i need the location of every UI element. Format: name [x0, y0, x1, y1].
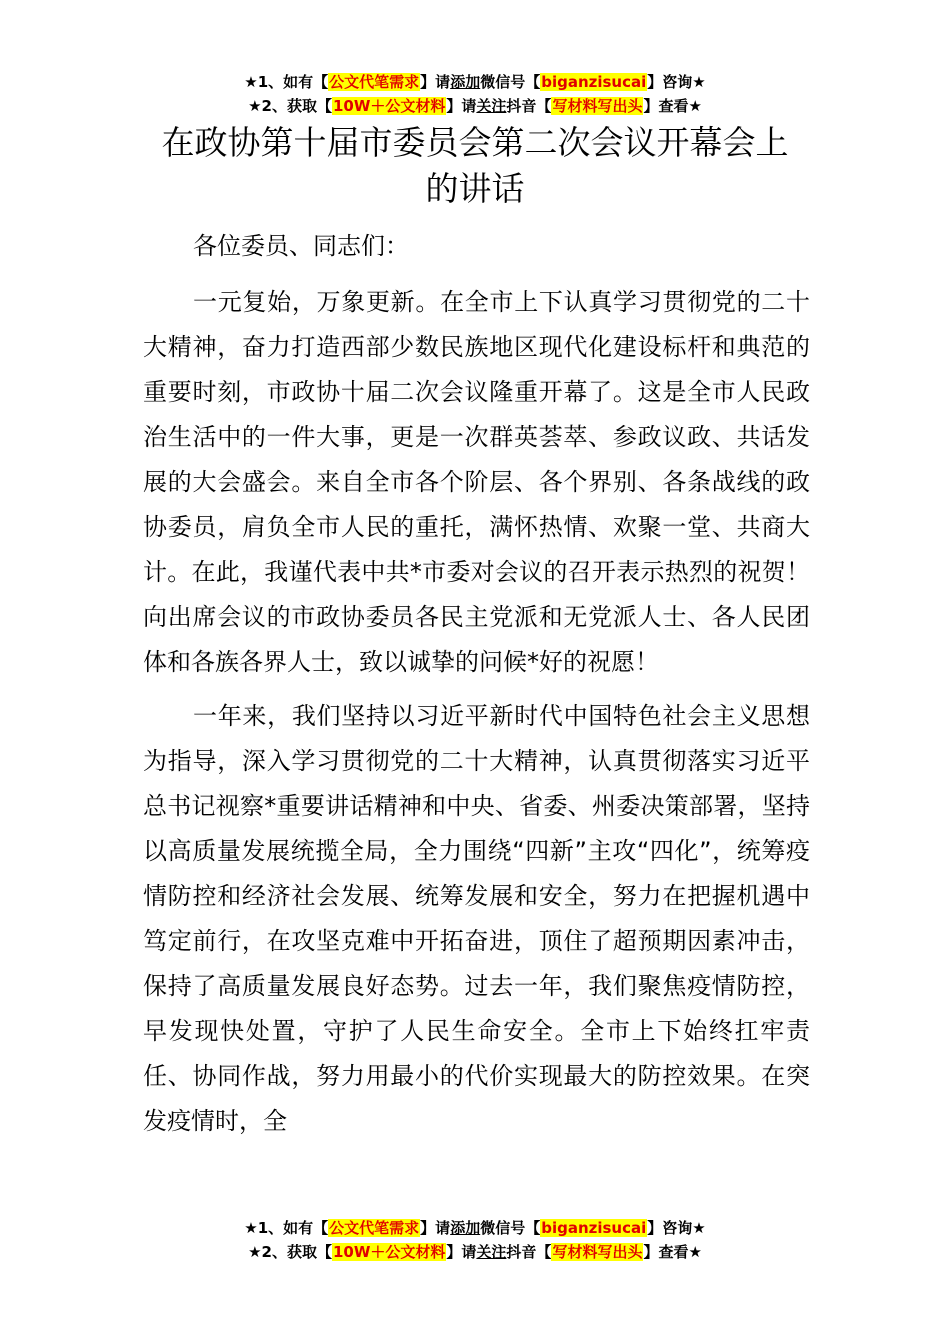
highlight-materials: 10W＋公文材料 — [332, 1243, 446, 1261]
paragraph-1: 一元复始，万象更新。在全市上下认真学习贯彻党的二十大精神，奋力打造西部少数民族地区现代化建设标杆和典范的重要时刻，市政协十届二次会议隆重开幕了。这是全市人民政治生活中的一件大事，更是一次群英荟萃、参政议政、共话发展的大会盛会。来自全市各个阶层、各个界别、各条战线的政协委员，肩负全市人民的重托，满怀热情、欢聚一堂、共商大计。在此，我谨代表中共*市委对会议的召开表示热烈的祝贺！向出席会议的市政协委员各民主党派和无党派人士、各人民团体和各族各界人士，致以诚挚的问候*好的祝愿！ — [143, 288, 810, 676]
banner-text: 微信号【 — [480, 1219, 541, 1237]
highlight-materials: 10W＋公文材料 — [332, 97, 446, 115]
banner-text: 】请 — [420, 1219, 451, 1237]
banner-text: ★2、获取【 — [248, 1243, 332, 1261]
banner-text: 抖音【 — [506, 1243, 552, 1261]
banner-text: 】请 — [446, 97, 477, 115]
underlined-text: 添加 — [450, 1219, 481, 1237]
document-body — [143, 224, 810, 1153]
banner-line-1 — [0, 70, 950, 94]
highlight-douyin-account: 写材料写出头 — [552, 1243, 643, 1261]
banner-text: 】查看★ — [643, 97, 702, 115]
salutation: 各位委员、同志们： — [193, 232, 409, 260]
banner-text: ★1、如有【 — [244, 1219, 329, 1237]
title-line-2: 的讲话 — [425, 169, 525, 208]
highlight-wechat-id: biganzisucai — [541, 1219, 647, 1237]
banner-text: 】咨询★ — [647, 73, 706, 91]
highlight-douyin-account: 写材料写出头 — [552, 97, 643, 115]
banner-text: 微信号【 — [480, 73, 541, 91]
document-title — [100, 120, 850, 212]
banner-text: ★1、如有【 — [244, 73, 329, 91]
paragraph-2: 一年来，我们坚持以习近平新时代中国特色社会主义思想为指导，深入学习贯彻党的二十大精神，认真贯彻落实习近平总书记视察*重要讲话精神和中央、省委、州委决策部署，坚持以高质量发展统揽全局，全力围绕“四新”主攻“四化”，统筹疫情防控和经济社会发展、统筹发展和安全，努力在把握机遇中笃定前行，在攻坚克难中开拓奋进，顶住了超预期因素冲击，保持了高质量发展良好态势。过去一年，我们聚焦疫情防控，早发现快处置，守护了人民生命安全。全市上下始终扛牢责任、协同作战，努力用最小的代价实现最大的防控效果。在突发疫情时，全 — [143, 702, 810, 1135]
banner-text: 】查看★ — [643, 1243, 702, 1261]
banner-text: ★2、获取【 — [248, 97, 332, 115]
underlined-text: 关注 — [476, 97, 507, 115]
underlined-text: 关注 — [476, 1243, 507, 1261]
banner-text: 】咨询★ — [647, 1219, 706, 1237]
footer-banner — [0, 1216, 950, 1264]
banner-text: 】请 — [446, 1243, 477, 1261]
title-line-1: 在政协第十届市委员会第二次会议开幕会上 — [161, 123, 789, 162]
highlight-service: 公文代笔需求 — [329, 1219, 420, 1237]
highlight-wechat-id: biganzisucai — [541, 73, 647, 91]
banner-line-1 — [0, 1216, 950, 1240]
banner-line-2 — [0, 94, 950, 118]
banner-line-2 — [0, 1240, 950, 1264]
highlight-service: 公文代笔需求 — [329, 73, 420, 91]
underlined-text: 添加 — [450, 73, 481, 91]
banner-text: 抖音【 — [506, 97, 552, 115]
header-banner — [0, 70, 950, 118]
banner-text: 】请 — [420, 73, 451, 91]
